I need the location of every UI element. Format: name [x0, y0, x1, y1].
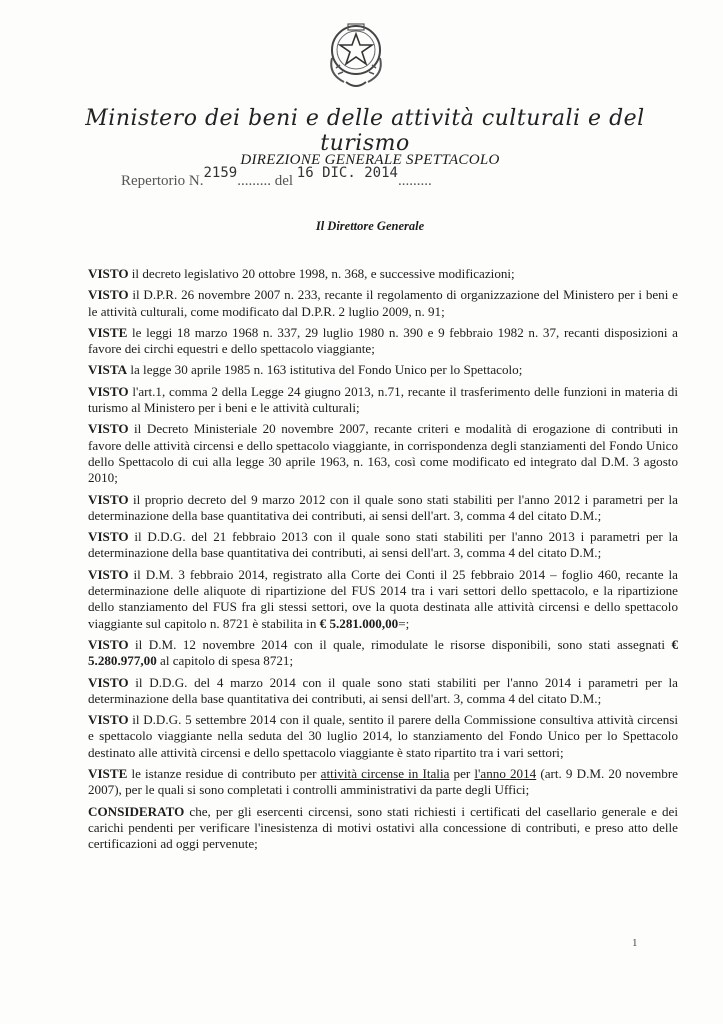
amount: € 5.281.000,00	[319, 615, 399, 631]
repertorio-date: 16 DIC. 2014	[296, 165, 398, 181]
paragraph: VISTO il D.M. 3 febbraio 2014, registrato alla Corte dei Conti il 25 febbraio 2014 – foglio 460, recante la determinazione delle aliquote di ripartizione del FUS 2014 tra i vari settori dello spettacolo, e la ripartizione dello stanziamento del FUS fra gli stessi settori, ove la quota destinata alle attività circensi e dello spettacolo viaggiante sul capitolo n. 8721 è stabilita in € 5.281.000,00=;	[88, 566, 678, 631]
ministry-name: Ministero dei beni e delle attività culturali e del turismo	[85, 106, 645, 156]
paragraph: VISTO il proprio decreto del 9 marzo 2012 con il quale sono stati stabiliti per l'anno 2012 i parametri per la determinazione della base quantitativa dei contributi, ai sensi dell'art. 3, comma 4 del citato D.M.;	[88, 491, 678, 523]
paragraph: VISTO il D.P.R. 26 novembre 2007 n. 233, recante il regolamento di organizzazione del Ministero per i beni e le attività culturali, come modificato dal D.P.R. 2 luglio 2009, n. 91;	[88, 287, 678, 319]
del-label: del	[274, 173, 294, 189]
repertorio-number: 2159	[203, 165, 238, 181]
page-number: 1	[632, 937, 638, 949]
paragraph: CONSIDERATO che, per gli esercenti circensi, sono stati richiesti i certificati del casellario generale e dei carichi pendenti per verificare l'inesistenza di motivi ostativi alla concessione di contributi, e preso atto delle certificazioni ad oggi pervenute;	[88, 803, 678, 852]
paragraph: VISTO il decreto legislativo 20 ottobre 1998, n. 368, e successive modificazioni;	[88, 266, 515, 281]
repertorio-line: Repertorio N.2159......... del 16 DIC. 2014.........	[121, 165, 432, 189]
paragraph: VISTE le leggi 18 marzo 1968 n. 337, 29 luglio 1980 n. 390 e 9 febbraio 1982 n. 37, recanti disposizioni a favore dei circhi equestri e dello spettacolo viaggiante;	[88, 324, 678, 357]
direzione-generale: DIREZIONE GENERALE SPETTACOLO	[240, 152, 500, 168]
paragraph: VISTO il D.D.G. del 4 marzo 2014 con il quale sono stati stabiliti per l'anno 2014 i parametri per la determinazione della base quantitativa dei contributi, ai sensi dell'art. 3, comma 4 del citato D.M.;	[88, 674, 678, 706]
paragraph: VISTO il D.M. 12 novembre 2014 con il quale, rimodulate le risorse disponibili, sono stati assegnati € 5.280.977,00 al capitolo di spesa 8721;	[88, 636, 678, 669]
paragraph: VISTO il D.D.G. 5 settembre 2014 con il quale, sentito il parere della Commissione consultiva attività circensi e spettacolo viaggiante nella seduta del 30 luglio 2014, lo stanziamento del Fondo Unico per lo Spettacolo destinato alle attività circensi e dello spettacolo viaggiante è stato ripartito tra i vari settori;	[88, 712, 678, 760]
paragraph: VISTA la legge 30 aprile 1985 n. 163 istitutiva del Fondo Unico per lo Spettacolo;	[88, 362, 523, 378]
repertorio-label: Repertorio N.	[121, 173, 204, 189]
document-body	[88, 266, 678, 858]
paragraph: VISTO l'art.1, comma 2 della Legge 24 giugno 2013, n.71, recante il trasferimento delle funzioni in materia di turismo al Ministero per i beni e le attività culturali;	[88, 383, 678, 416]
amount: € 5.280.977,00	[88, 636, 678, 669]
italian-republic-emblem-icon	[322, 18, 390, 92]
direttore-generale: Il Direttore Generale	[315, 219, 425, 233]
paragraph: VISTO il D.D.G. del 21 febbraio 2013 con il quale sono stati stabiliti per l'anno 2013 i parametri per la determinazione della base quantitativa dei contributi, ai sensi dell'art. 3, comma 4 del citato D.M.;	[88, 529, 678, 561]
paragraph: VISTE le istanze residue di contributo per attività circense in Italia per l'anno 2014 (art. 9 D.M. 20 novembre 2007), per le quali si sono completati i controlli amministrativi da parte degli Uffici;	[88, 766, 678, 798]
paragraph: VISTO il Decreto Ministeriale 20 novembre 2007, recante criteri e modalità di erogazione di contributi in favore delle attività circensi e dello spettacolo viaggiante, in corrispondenza degli stanziamenti del Fondo Unico dello Spettacolo di cui alla legge 30 aprile 1963, n. 163, così come modificato ed integrato dal D.M. 3 agosto 2010;	[88, 421, 678, 486]
